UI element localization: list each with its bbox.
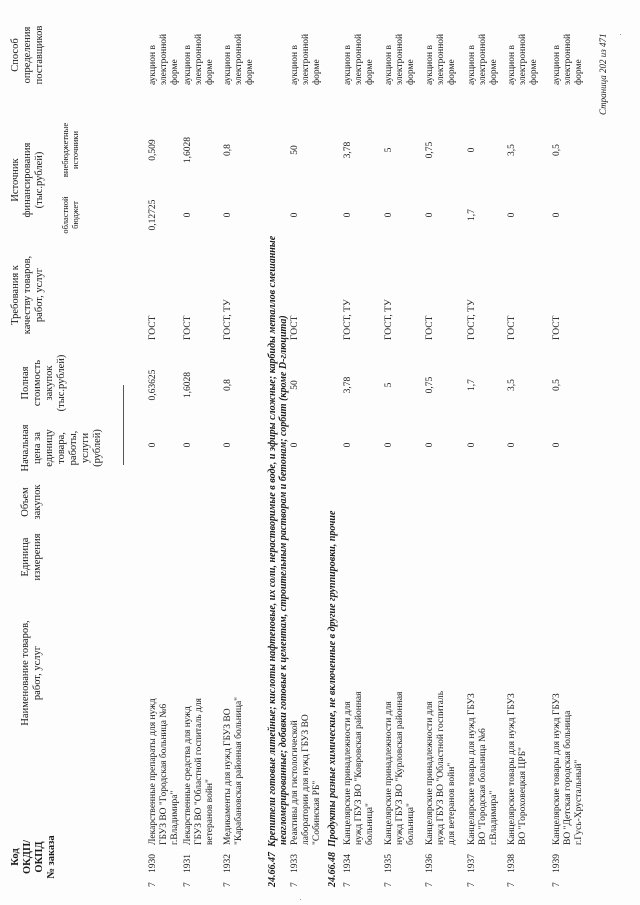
- row-name-line: г.Владимира": [489, 790, 499, 845]
- row-name-line: ВО "Детская городская больница: [563, 710, 573, 845]
- row-method-line: электронной: [301, 33, 311, 85]
- row-code: 7: [467, 882, 477, 887]
- row-name: [223, 697, 245, 845]
- row-name-line: ВО "Гороховецкая ЦРБ": [518, 747, 528, 845]
- row-method: [552, 34, 585, 85]
- header-method: [10, 15, 46, 95]
- row-regional-budget: 0: [425, 212, 435, 218]
- row-name-line: Канцелярские принадлежности для: [425, 701, 435, 845]
- row-extrabudget: 50: [290, 145, 300, 155]
- row-number: 1936: [425, 854, 435, 873]
- row-code: 7: [290, 882, 300, 887]
- header-price: [20, 421, 104, 475]
- row-name-line: г.Гусь-Хрустальный": [574, 759, 584, 845]
- row-requirement: ГОСТ: [552, 315, 562, 340]
- row-name-line: ГБУЗ ВО "Областной госпиталь для: [194, 698, 204, 845]
- row-requirement: ГОСТ: [425, 315, 435, 340]
- row-name-line: ветеранов войн": [205, 779, 215, 845]
- header-fin-regional: [60, 190, 80, 240]
- row-name: [552, 693, 585, 845]
- header-price-line: единицу: [44, 429, 55, 467]
- row-method: [223, 34, 256, 85]
- header-total-line: Полная: [20, 366, 31, 400]
- row-total: 5: [384, 382, 394, 388]
- header-req: [10, 245, 46, 345]
- row-method-line: аукцион в: [343, 45, 353, 85]
- row-total: 0,8: [223, 379, 233, 391]
- header-price-line: услуги: [80, 432, 91, 464]
- row-name-line: Реактивы для гистологической: [290, 720, 300, 845]
- row-code: 7: [223, 882, 233, 887]
- row-requirement: ГОСТ: [507, 315, 517, 340]
- header-total-line: стоимость: [32, 359, 43, 407]
- header-fin-sub-line: бюджет: [70, 201, 80, 229]
- row-code: 7: [425, 882, 435, 887]
- row-code: 7: [507, 882, 517, 887]
- row-name: [507, 693, 529, 845]
- header-unit: [20, 527, 44, 587]
- row-name-line: Канцелярские принадлежности для: [384, 701, 394, 845]
- page-number: Страница 202 из 471: [598, 33, 608, 115]
- row-method-line: электронной: [518, 33, 528, 85]
- scan-speck: [620, 34, 621, 35]
- header-fin-extrabudget: [60, 117, 80, 183]
- row-total: 1,6028: [183, 371, 193, 399]
- header-method-line: поставщиков: [34, 25, 45, 85]
- row-name-line: ВО "Городская больница №6: [478, 728, 488, 845]
- header-code-line: Код: [10, 848, 21, 866]
- row-price: 0: [148, 442, 158, 448]
- row-code: 7: [343, 882, 353, 887]
- row-total: 0,75: [425, 376, 435, 394]
- header-rule: [123, 385, 124, 465]
- row-method-line: электронной: [354, 33, 364, 85]
- row-extrabudget: 1,6028: [183, 136, 193, 164]
- row-method-line: форме: [205, 59, 215, 85]
- row-code: 7: [148, 882, 158, 887]
- row-method-line: аукцион в: [507, 45, 517, 85]
- section-heading: [267, 236, 278, 887]
- row-requirement: ГОСТ: [290, 315, 300, 340]
- header-name: [20, 593, 44, 753]
- row-regional-budget: 0: [223, 212, 233, 218]
- row-total: 3,5: [507, 379, 517, 391]
- header-fin-line: Источник: [10, 158, 21, 202]
- header-price-line: Начальная: [20, 424, 31, 472]
- row-regional-budget: 0: [290, 212, 300, 218]
- header-unit-line: измерения: [32, 533, 43, 581]
- row-extrabudget: 5: [384, 147, 394, 153]
- row-name-line: нужд ГБУЗ ВО "Ковровская районная: [354, 691, 364, 845]
- row-regional-budget: 0,12725: [148, 199, 158, 231]
- row-extrabudget: 3,78: [343, 141, 353, 159]
- row-method: [425, 34, 458, 85]
- row-requirement: ГОСТ, ТУ: [384, 299, 394, 340]
- header-name-line: Наименование товаров,: [20, 620, 31, 726]
- section-text: Продукты разные химические, не включенные в другие группировки, прочие: [327, 510, 338, 847]
- row-name: [425, 691, 458, 845]
- row-code: 7: [183, 882, 193, 887]
- row-method-line: аукцион в: [425, 45, 435, 85]
- row-price: 0: [507, 442, 517, 448]
- row-code: 7: [552, 882, 562, 887]
- header-volume-line: закупок: [32, 484, 43, 520]
- row-number: 1931: [183, 854, 193, 873]
- header-method-line: определения: [22, 26, 33, 84]
- header-req-line: Требования к: [10, 265, 21, 325]
- row-price: 0: [425, 442, 435, 448]
- header-fin-sub-line: областной: [60, 196, 70, 234]
- row-name-line: нужд ГБУЗ ВО "Курловская районная: [395, 691, 405, 845]
- row-extrabudget: 3,5: [507, 144, 517, 156]
- row-total: 3,78: [343, 376, 353, 394]
- row-name: [467, 693, 500, 845]
- row-method-line: форме: [489, 59, 499, 85]
- header-total: [20, 351, 68, 415]
- row-name-line: ГБУЗ ВО "Городская больница №6: [159, 703, 169, 845]
- row-total: 0,63625: [148, 369, 158, 401]
- row-method: [290, 34, 323, 85]
- row-name: [343, 691, 376, 845]
- row-method-line: электронной: [563, 33, 573, 85]
- header-code-line: ОКДП/: [22, 839, 33, 875]
- row-regional-budget: 0: [384, 212, 394, 218]
- row-method-line: электронной: [159, 33, 169, 85]
- header-price-line: цена за: [32, 432, 43, 464]
- row-requirement: ГОСТ, ТУ: [223, 299, 233, 340]
- row-method: [507, 34, 540, 85]
- row-price: 0: [552, 442, 562, 448]
- row-method: [343, 34, 376, 85]
- row-name: [148, 698, 181, 845]
- header-unit-line: Единица: [20, 537, 31, 577]
- header-total-line: закупок: [44, 365, 55, 401]
- row-name-line: г.Владимира": [170, 790, 180, 845]
- header-price-line: товара,: [56, 432, 67, 464]
- row-requirement: ГОСТ: [148, 315, 158, 340]
- row-method-line: аукцион в: [148, 45, 158, 85]
- row-number: 1938: [507, 854, 517, 873]
- row-method-line: электронной: [234, 33, 244, 85]
- section-heading-continued: неагломерированные; добавки готовые к цементам, строительным растворам и бетонам; сорбит (кроме D-глюцита): [278, 315, 289, 845]
- header-volume-line: Объем: [20, 487, 31, 517]
- row-method-line: форме: [447, 59, 457, 85]
- header-name-line: работ, услуг: [32, 645, 43, 701]
- section-code: 24.66.48: [327, 852, 338, 887]
- header-volume: [20, 477, 44, 527]
- row-method-line: аукцион в: [384, 45, 394, 85]
- row-price: 0: [223, 442, 233, 448]
- header-method-line: Способ: [10, 38, 21, 72]
- row-regional-budget: 0: [183, 212, 193, 218]
- row-number: 1934: [343, 854, 353, 873]
- section-heading: [327, 511, 338, 887]
- row-requirement: ГОСТ, ТУ: [343, 299, 353, 340]
- row-requirement: ГОСТ, ТУ: [467, 299, 477, 340]
- row-price: 0: [384, 442, 394, 448]
- row-method-line: форме: [574, 59, 584, 85]
- row-regional-budget: 0: [343, 212, 353, 218]
- row-code: 7: [384, 882, 394, 887]
- header-total-line: (тыс.рублей): [56, 354, 67, 412]
- row-number: 1939: [552, 854, 562, 873]
- row-method: [183, 34, 216, 85]
- row-method-line: форме: [312, 59, 322, 85]
- row-name-line: Канцелярские товары для нужд ГБУЗ: [467, 693, 477, 845]
- row-method-line: форме: [406, 59, 416, 85]
- header-fin: [10, 115, 46, 245]
- row-method-line: аукцион в: [290, 45, 300, 85]
- row-name: [290, 714, 323, 845]
- row-price: 0: [183, 442, 193, 448]
- header-fin-sub-line: внебюджетные: [60, 122, 70, 178]
- row-number: 1933: [290, 854, 300, 873]
- row-method-line: аукцион в: [467, 45, 477, 85]
- row-name-line: нужд ГБУЗ ВО "Областной госпиталь: [436, 690, 446, 845]
- header-code-line: ОКПД: [34, 841, 45, 873]
- row-name-line: Канцелярские товары для нужд ГБУЗ: [552, 693, 562, 845]
- row-name-line: Канцелярские принадлежности для: [343, 701, 353, 845]
- row-name-line: для ветеранов войн": [447, 762, 457, 845]
- row-name: [183, 698, 216, 845]
- row-regional-budget: 1,7: [467, 209, 477, 221]
- header-fin-line: финансирования: [22, 142, 33, 218]
- header-price-line: (рублей): [92, 429, 103, 467]
- row-name-line: "Собинская РБ": [312, 780, 322, 845]
- row-method-line: форме: [170, 59, 180, 85]
- row-requirement: ГОСТ: [183, 315, 193, 340]
- row-method-line: форме: [245, 59, 255, 85]
- row-name-line: Лекарственные средства для нужд: [183, 706, 193, 845]
- row-name: [384, 692, 417, 845]
- row-extrabudget: 0,8: [223, 144, 233, 156]
- row-regional-budget: 0: [552, 212, 562, 218]
- row-extrabudget: 0,75: [425, 141, 435, 159]
- row-method: [148, 34, 181, 85]
- row-name-line: "Карабановская районная больница": [234, 696, 244, 845]
- header-code-line: № заказа: [46, 835, 57, 879]
- row-method-line: аукцион в: [552, 45, 562, 85]
- row-name-line: Канцелярские товары для нужд ГБУЗ: [507, 693, 517, 845]
- header-price-line: работы,: [68, 430, 79, 466]
- row-method: [384, 34, 417, 85]
- header-fin-line: (тыс.рублей): [34, 151, 45, 209]
- section-text: Крепители готовые литейные; кислоты нафтеновые, их соли, нерастворимые в воде, и эфиры сложные; карбиды металлов смешанные: [267, 235, 278, 847]
- row-price: 0: [343, 442, 353, 448]
- row-number: 1937: [467, 854, 477, 873]
- row-method: [467, 34, 500, 85]
- header-code: [10, 827, 58, 887]
- row-extrabudget: 0,5: [552, 144, 562, 156]
- header-fin-sub-line: источники: [70, 131, 80, 170]
- scan-speck: [300, 899, 301, 900]
- row-method-line: электронной: [436, 33, 446, 85]
- row-total: 0,5: [552, 379, 562, 391]
- row-method-line: форме: [529, 59, 539, 85]
- row-total: 1,7: [467, 379, 477, 391]
- row-regional-budget: 0: [507, 212, 517, 218]
- row-name-line: Медикаменты для нужд ГБУЗ ВО: [223, 708, 233, 845]
- row-extrabudget: 0: [467, 147, 477, 153]
- row-name-line: Лекарственные препараты для нужд: [148, 698, 158, 845]
- row-method-line: форме: [365, 59, 375, 85]
- row-method-line: аукцион в: [223, 45, 233, 85]
- row-number: 1932: [223, 854, 233, 873]
- row-name-line: больница": [406, 803, 416, 845]
- section-code: 24.66.47: [267, 852, 278, 887]
- row-extrabudget: 0,509: [148, 139, 158, 161]
- row-name-line: больница": [365, 803, 375, 845]
- row-number: 1930: [148, 854, 158, 873]
- header-req-line: качеству товаров,: [22, 255, 33, 335]
- row-price: 0: [467, 442, 477, 448]
- header-req-line: работ, услуг: [34, 267, 45, 323]
- row-method-line: электронной: [478, 33, 488, 85]
- row-method-line: электронной: [395, 33, 405, 85]
- row-method-line: аукцион в: [183, 45, 193, 85]
- row-name-line: лаборатории для нужд ГБУЗ ВО: [301, 714, 311, 845]
- row-price: 0: [290, 442, 300, 448]
- row-number: 1935: [384, 854, 394, 873]
- row-total: 50: [290, 380, 300, 390]
- row-method-line: электронной: [194, 33, 204, 85]
